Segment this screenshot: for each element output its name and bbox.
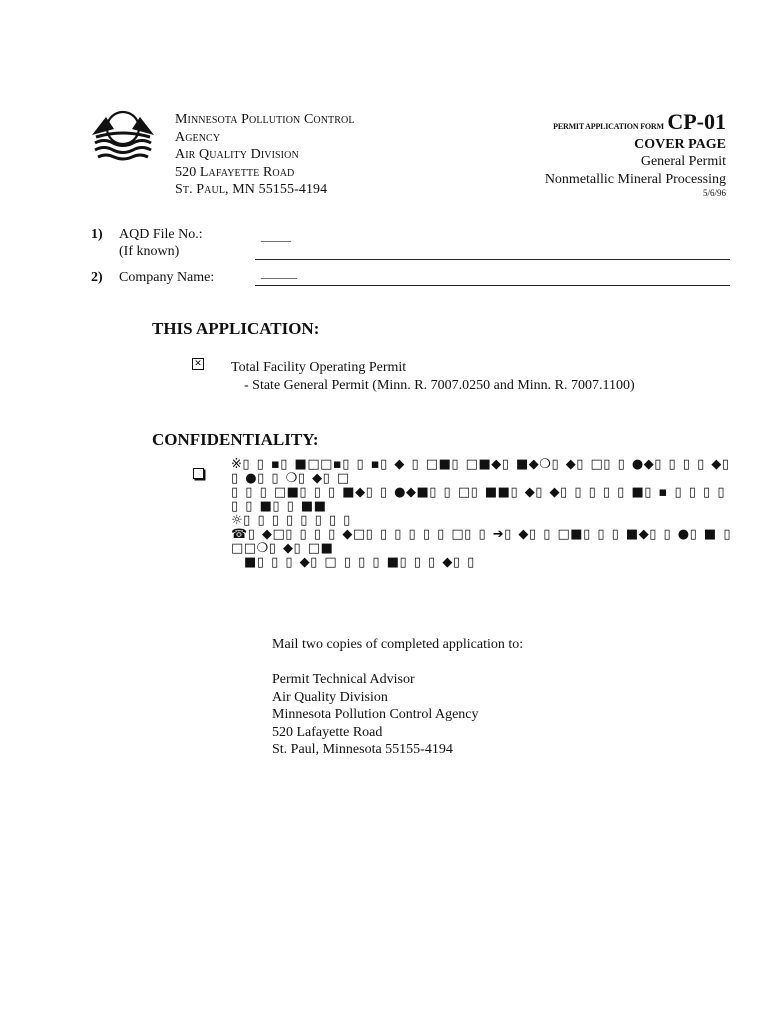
permit-type: General Permit — [640, 154, 726, 169]
confidentiality-text-line: ☼▯ ▯ ▯ ▯ ▯ ▯ ▯ ▯ — [231, 513, 351, 528]
mailing-instructions — [272, 636, 523, 759]
field-aqd-number — [91, 226, 103, 243]
mpca-logo-icon — [90, 107, 156, 163]
street-address: 520 Lafayette Road — [175, 164, 295, 180]
aqd-file-underline — [255, 259, 730, 260]
application-option — [231, 359, 635, 394]
form-subtitle: COVER PAGE — [634, 136, 726, 152]
mail-intro: Mail two copies of completed application to: — [272, 637, 524, 652]
field-aqd-sublabel: (If known) — [119, 244, 180, 259]
application-option-title: Total Facility Operating Permit — [231, 360, 407, 375]
field-company-label: Company Name: — [119, 270, 215, 285]
application-option-detail: - State General Permit (Minn. R. 7007.0250 and Minn. R. 7007.1100) — [244, 377, 635, 393]
field-number: 1) — [91, 227, 103, 242]
agency-name-line1: Minnesota Pollution Control — [175, 112, 355, 127]
confidentiality-text — [231, 458, 731, 570]
form-header — [544, 109, 726, 199]
field-aqd-label: AQD File No.: — [119, 227, 203, 242]
permit-category: Nonmetallic Mineral Processing — [544, 171, 726, 187]
mail-address-line: 520 Lafayette Road — [272, 724, 383, 740]
mail-address-line: Permit Technical Advisor — [272, 672, 415, 687]
mail-address-line: St. Paul, Minnesota 55155-4194 — [272, 742, 453, 757]
total-facility-checkbox[interactable]: ✕ — [192, 358, 204, 370]
application-heading: THIS APPLICATION: — [152, 319, 320, 338]
agency-name-line2: Agency — [175, 129, 221, 145]
form-prefix: PERMIT APPLICATION FORM — [553, 122, 664, 131]
confidentiality-text-line: ☎▯ ◆□▯ ▯ ▯ ▯ ◆□▯ ▯ ▯ ▯ ▯ ▯ □▯ ▯ ➔▯ ◆▯ ▯ □■▯ ▯ ▯ ■◆▯ ▯ ●▯ ■ ▯ □□❍▯ ◆▯ □■ — [231, 527, 731, 556]
confidentiality-heading: CONFIDENTIALITY: — [152, 430, 319, 449]
confidentiality-text-line: ■▯ ▯ ▯ ◆▯ □ ▯ ▯ ▯ ■▯ ▯ ▯ ◆▯ ▯ — [244, 555, 475, 570]
agency-address-block — [175, 111, 355, 199]
company-name-underline — [255, 285, 730, 286]
division-name: Air Quality Division — [175, 147, 299, 162]
confidentiality-text-line: ▯ ▯ ▯ □■▯ ▯ ▯ ■◆▯ ▯ ●◆■▯ ▯ □▯ ■■▯ ◆▯ ◆▯ ▯ ▯ ▯ ▯ ■▯ ▪ ▯ ▯ ▯ ▯ ▯ ▯ ■▯ ▯ ■■ — [231, 485, 725, 514]
confidentiality-checkbox[interactable] — [193, 468, 204, 479]
field-number: 2) — [91, 270, 103, 285]
revision-date: 5/6/96 — [702, 188, 726, 198]
form-id: CP-01 — [667, 109, 726, 134]
company-name-input[interactable]: ______ — [261, 266, 297, 280]
mail-address-line: Air Quality Division — [272, 689, 388, 705]
confidentiality-text-line: ※▯ ▯ ▪▯ ■□□▪▯ ▯ ▪▯ ◆ ▯ □■▯ □■◆▯ ■◆❍▯ ◆▯ □▯ ▯ ●◆▯ ▯ ▯ ▯ ◆▯ ▯ ●▯ ▯ ❍▯ ◆▯ □ — [231, 457, 730, 486]
aqd-file-input[interactable]: _____ — [261, 229, 291, 243]
field-company-number — [91, 269, 103, 286]
city-state-zip: St. Paul, MN 55155-4194 — [175, 182, 328, 197]
field-aqd-label-block — [119, 226, 203, 260]
mail-address-line: Minnesota Pollution Control Agency — [272, 707, 479, 722]
